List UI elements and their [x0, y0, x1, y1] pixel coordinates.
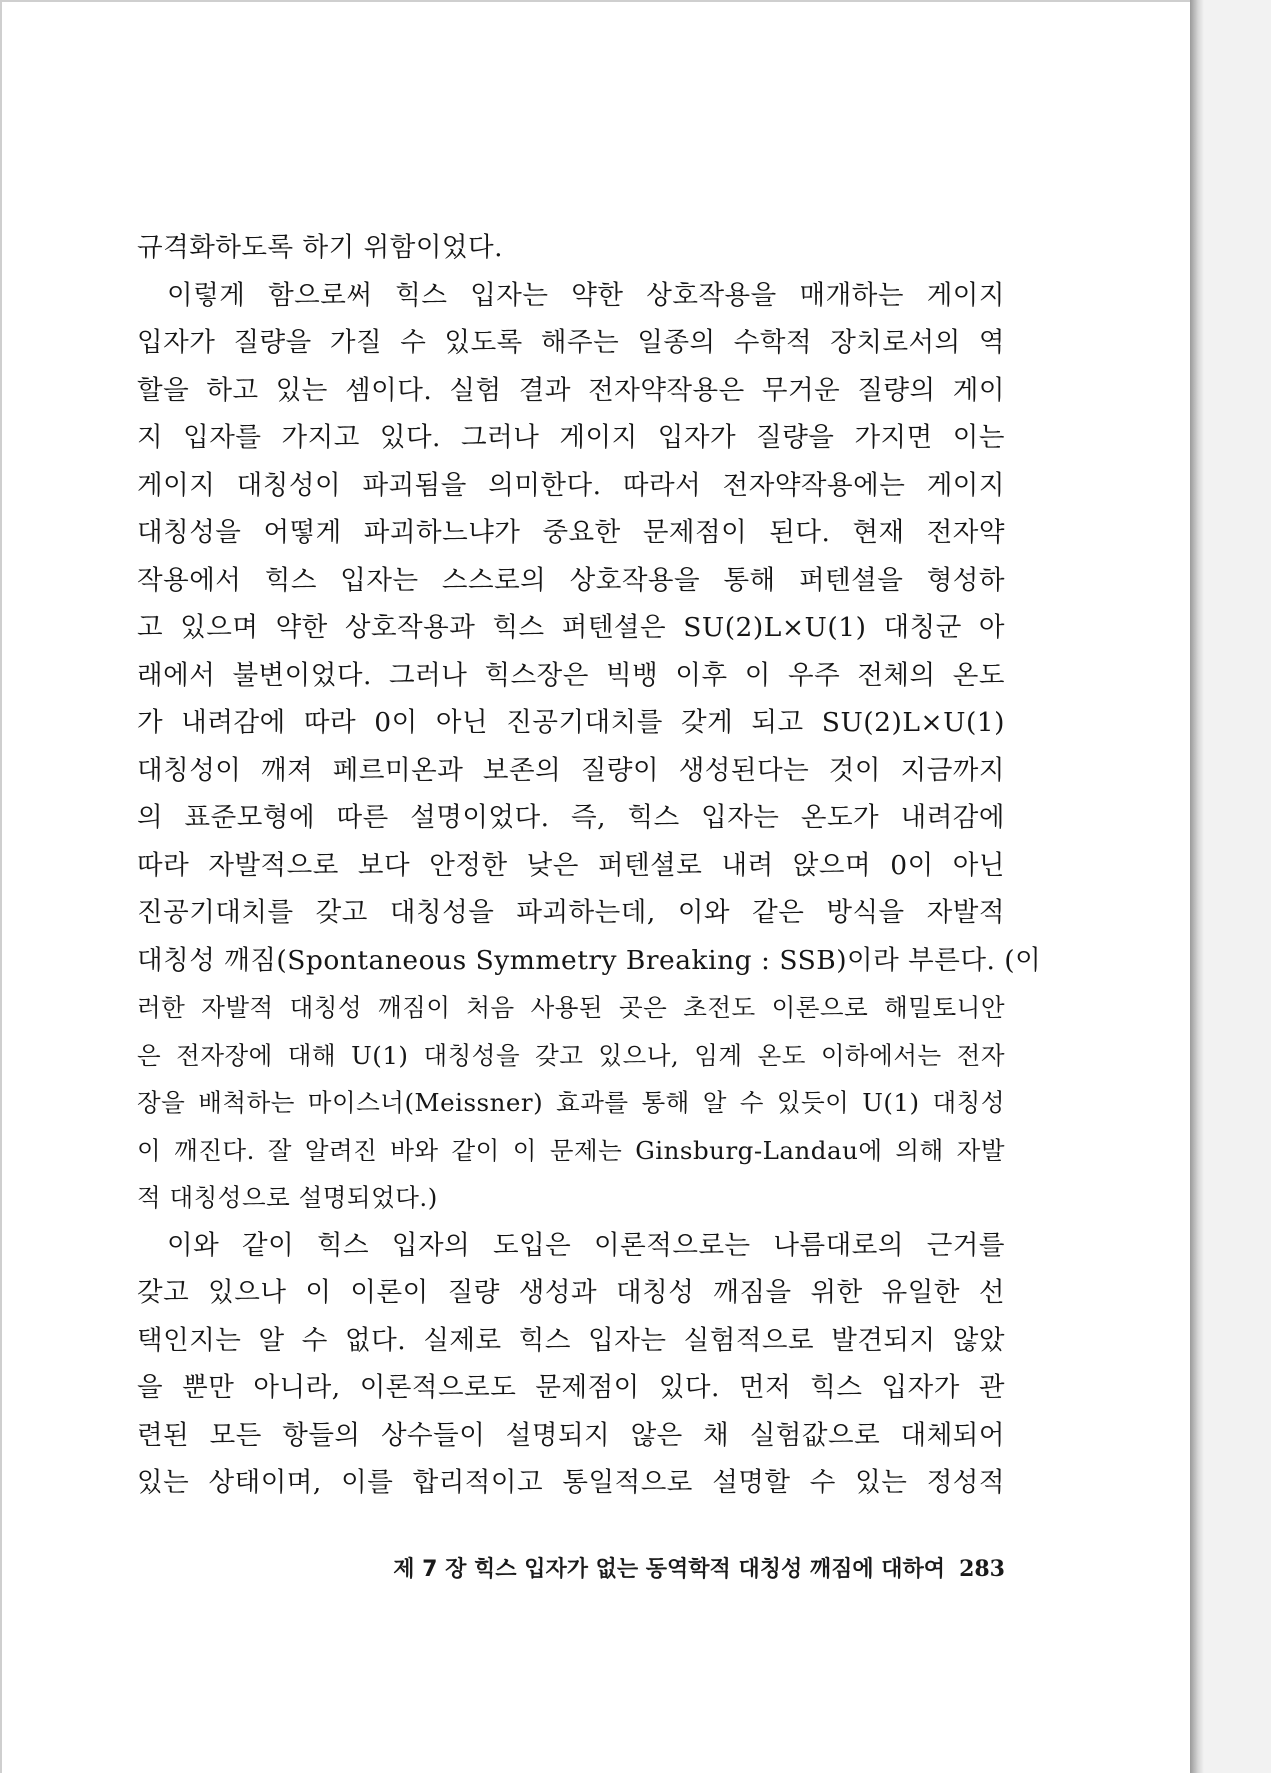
text-line: 지 입자를 가지고 있다. 그러나 게이지 입자가 질량을 가지면 이는: [137, 422, 1005, 453]
text-line: 대칭성 깨짐(Spontaneous Symmetry Breaking : SSB)이라 부른다. (이: [137, 944, 1042, 976]
text-line: 이 깨진다. 잘 알려진 바와 같이 이 문제는 Ginsburg-Landau에 의해 자발: [137, 1135, 1005, 1165]
text-line: 이렇게 함으로써 힉스 입자는 약한 상호작용을 매개하는 게이지: [167, 279, 1005, 311]
text-line: 택인지는 알 수 없다. 실제로 힉스 입자는 실험적으로 발견되지 않았: [137, 1324, 1005, 1356]
text-line: 입자가 질량을 가질 수 있도록 해주는 일종의 수학적 장치로서의 역: [137, 327, 1005, 358]
text-line: 대칭성이 깨져 페르미온과 보존의 질량이 생성된다는 것이 지금까지: [137, 754, 1005, 786]
text-line: 러한 자발적 대칭성 깨짐이 처음 사용된 곳은 초전도 이론으로 해밀토니안: [137, 993, 1005, 1022]
text-line: 의 표준모형에 따른 설명이었다. 즉, 힉스 입자는 온도가 내려감에: [137, 802, 1005, 833]
text-line: 이와 같이 힉스 입자의 도입은 이론적으로는 나름대로의 근거를: [167, 1229, 1005, 1261]
page-number: 283: [959, 1556, 1005, 1582]
text-line: 장을 배척하는 마이스너(Meissner) 효과를 통해 알 수 있듯이 U(1) 대칭성: [137, 1088, 1005, 1117]
text-line: 규격화하도록 하기 위함이었다.: [137, 232, 504, 263]
page-edge-shadow: [1190, 0, 1204, 1773]
text-line: 갖고 있으나 이 이론이 질량 생성과 대칭성 깨짐을 위한 유일한 선: [137, 1277, 1005, 1308]
text-line: 고 있으며 약한 상호작용과 힉스 퍼텐셜은 SU(2)L×U(1) 대칭군 아: [137, 612, 1005, 643]
text-line: 작용에서 힉스 입자는 스스로의 상호작용을 통해 퍼텐셜을 형성하: [137, 564, 1005, 596]
text-line: 할을 하고 있는 셈이다. 실험 결과 전자약작용은 무거운 질량의 게이: [137, 374, 1005, 406]
text-line: 가 내려감에 따라 0이 아닌 진공기대치를 갖게 되고 SU(2)L×U(1): [137, 707, 1005, 738]
body-text: [137, 224, 1042, 1507]
text-line: 게이지 대칭성이 파괴됨을 의미한다. 따라서 전자약작용에는 게이지: [137, 469, 1005, 501]
text-line: 을 뿐만 아니라, 이론적으로도 문제점이 있다. 먼저 힉스 입자가 관: [137, 1372, 1005, 1403]
text-line: 래에서 불변이었다. 그러나 힉스장은 빅뱅 이후 이 우주 전체의 온도: [137, 659, 1005, 691]
text-line: 은 전자장에 대해 U(1) 대칭성을 갖고 있으나, 임계 온도 이하에서는 전자: [137, 1040, 1005, 1070]
running-footer: [327, 1552, 1005, 1583]
chapter-title: 제 7 장 힉스 입자가 없는 동역학적 대칭성 깨짐에 대하여: [393, 1557, 946, 1582]
text-line: 있는 상태이며, 이를 합리적이고 통일적으로 설명할 수 있는 정성적: [137, 1467, 1005, 1498]
text-line: 진공기대치를 갖고 대칭성을 파괴하는데, 이와 같은 방식을 자발적: [137, 897, 1005, 928]
text-line: 련된 모든 항들의 상수들이 설명되지 않은 채 실험값으로 대체되어: [137, 1419, 1005, 1451]
text-line: 적 대칭성으로 설명되었다.): [137, 1183, 438, 1212]
text-line: 따라 자발적으로 보다 안정한 낮은 퍼텐셜로 내려 앉으며 0이 아닌: [137, 849, 1005, 881]
text-line: 대칭성을 어떻게 파괴하느냐가 중요한 문제점이 된다. 현재 전자약: [137, 517, 1005, 548]
